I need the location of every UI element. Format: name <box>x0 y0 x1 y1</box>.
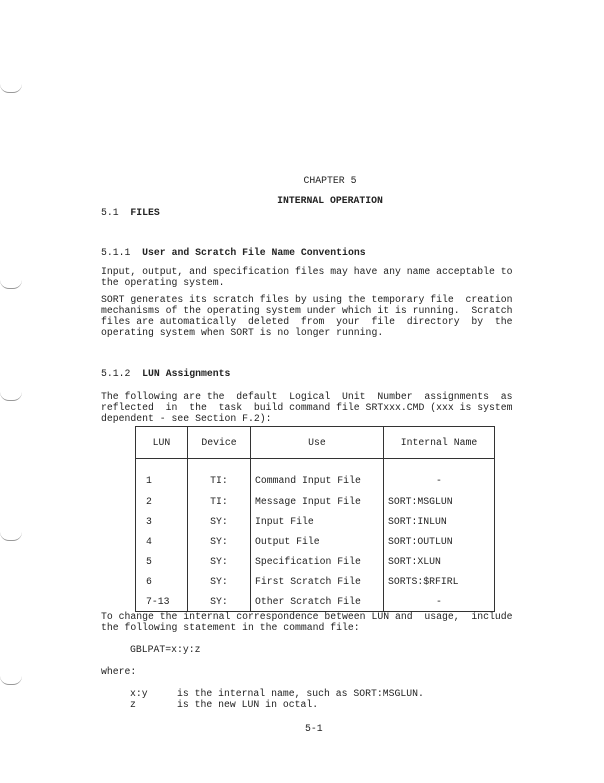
lun-cell: 6 <box>136 571 188 591</box>
text-line: To change the internal correspondence between LUN and usage, include <box>101 611 513 622</box>
internal-name-cell: SORTS:$RFIRL <box>384 571 495 591</box>
use-cell: Output File <box>251 531 384 551</box>
lun-cell: 5 <box>136 551 188 571</box>
use-cell: Other Scratch File <box>251 591 384 612</box>
device-cell: TI: <box>188 491 251 511</box>
code-statement: GBLPAT=x:y:z <box>130 644 201 655</box>
section-title: LUN Assignments <box>142 368 231 379</box>
section-number: 5.1.2 <box>101 368 131 379</box>
binding-mark <box>0 280 22 289</box>
text-line: the operating system. <box>101 277 225 288</box>
definition-term: z <box>130 699 136 710</box>
paragraph <box>101 294 513 338</box>
use-cell: Message Input File <box>251 491 384 511</box>
table-row <box>136 571 495 591</box>
table-row <box>136 511 495 531</box>
text-line: SORT generates its scratch files by using the temporary file creation <box>101 294 513 305</box>
definition-term: x:y <box>130 688 148 699</box>
text-line: The following are the default Logical Unit Number assignments as <box>101 391 513 402</box>
page-number: 5-1 <box>305 723 323 734</box>
text-line: the following statement in the command file: <box>101 622 360 633</box>
paragraph <box>101 266 513 288</box>
definition <box>130 688 424 699</box>
paragraph <box>101 391 513 424</box>
text-line: Input, output, and specification files may have any name acceptable to <box>101 266 513 277</box>
chapter-title: INTERNAL OPERATION <box>277 195 383 206</box>
header-internal-name: Internal Name <box>384 427 495 459</box>
chapter-label: CHAPTER 5 <box>303 175 357 186</box>
use-cell: Command Input File <box>251 459 384 492</box>
table-row <box>136 459 495 492</box>
text-line: files are automatically deleted from your file directory by the <box>101 316 513 327</box>
table-row <box>136 591 495 612</box>
internal-name-cell: - <box>384 459 495 492</box>
binding-mark <box>0 84 22 93</box>
device-cell: TI: <box>188 459 251 492</box>
text-line: mechanisms of the operating system under which it is running. Scratch <box>101 305 513 316</box>
internal-name-cell: - <box>384 591 495 612</box>
header-use: Use <box>251 427 384 459</box>
header-device: Device <box>188 427 251 459</box>
section-5-1-1-heading <box>101 247 366 258</box>
use-cell: Input File <box>251 511 384 531</box>
lun-cell: 2 <box>136 491 188 511</box>
section-title: User and Scratch File Name Conventions <box>142 247 366 258</box>
table-row <box>136 551 495 571</box>
binding-mark <box>0 532 22 541</box>
definition <box>130 699 318 710</box>
where-label: where: <box>101 666 137 677</box>
device-cell: SY: <box>188 511 251 531</box>
device-cell: SY: <box>188 551 251 571</box>
internal-name-cell: SORT:XLUN <box>384 551 495 571</box>
internal-name-cell: SORT:OUTLUN <box>384 531 495 551</box>
lun-table <box>135 426 495 612</box>
text-line: dependent - see Section F.2): <box>101 413 272 424</box>
lun-cell: 3 <box>136 511 188 531</box>
definition-desc: is the new LUN in octal. <box>177 699 319 710</box>
table-row <box>136 491 495 511</box>
binding-mark <box>0 676 22 685</box>
device-cell: SY: <box>188 591 251 612</box>
definition-desc: is the internal name, such as SORT:MSGLUN. <box>177 688 424 699</box>
use-cell: First Scratch File <box>251 571 384 591</box>
internal-name-cell: SORT:MSGLUN <box>384 491 495 511</box>
section-title: FILES <box>130 207 160 218</box>
binding-mark <box>0 392 22 401</box>
table-row <box>136 531 495 551</box>
use-cell: Specification File <box>251 551 384 571</box>
section-5-1-2-heading <box>101 368 230 379</box>
table-header-row <box>136 427 495 459</box>
lun-cell: 4 <box>136 531 188 551</box>
lun-cell: 1 <box>136 459 188 492</box>
paragraph <box>101 611 513 633</box>
section-5-1-heading <box>101 207 160 218</box>
section-number: 5.1 <box>101 207 119 218</box>
internal-name-cell: SORT:INLUN <box>384 511 495 531</box>
device-cell: SY: <box>188 531 251 551</box>
section-number: 5.1.1 <box>101 247 131 258</box>
device-cell: SY: <box>188 571 251 591</box>
text-line: operating system when SORT is no longer running. <box>101 327 384 338</box>
lun-cell: 7-13 <box>136 591 188 612</box>
header-lun: LUN <box>136 427 188 459</box>
text-line: reflected in the task build command file SRTxxx.CMD (xxx is system <box>101 402 513 413</box>
